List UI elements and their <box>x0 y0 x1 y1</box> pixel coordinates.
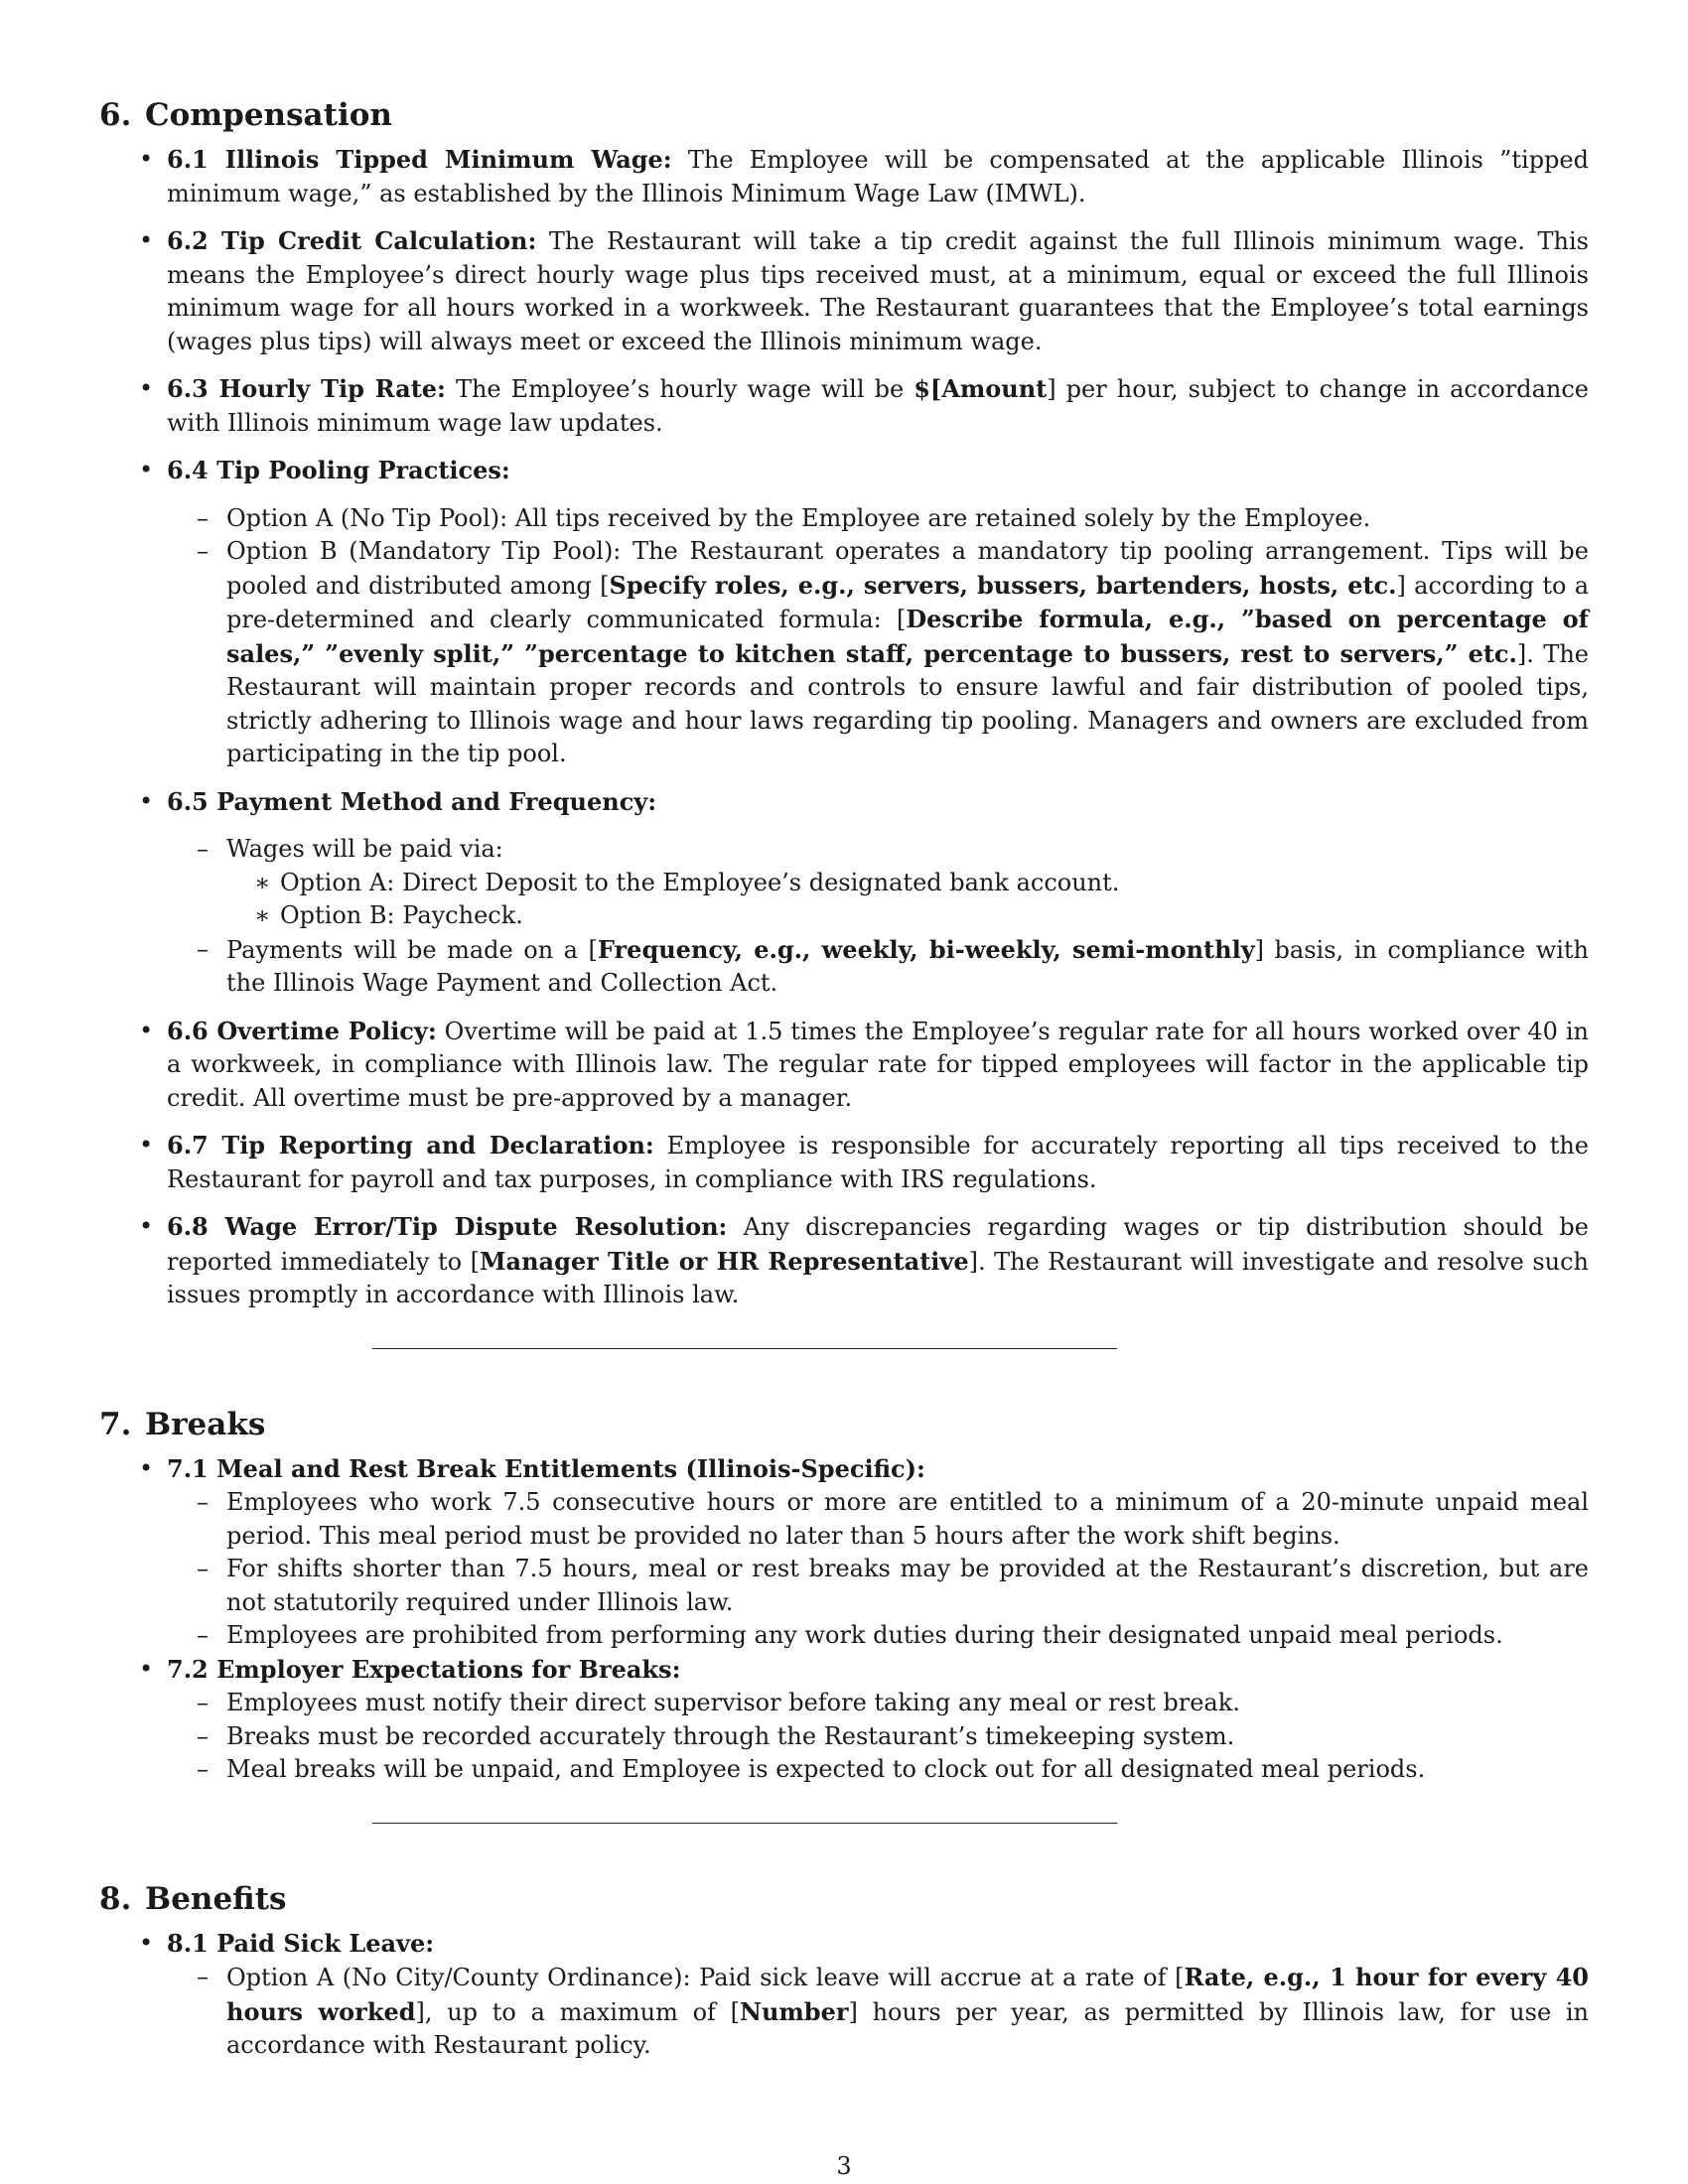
tip-pool-option-b <box>226 535 1589 771</box>
point-text: ] hours per year, as permitted by Illinois law, for use in accordance with Restaurant policy. <box>226 1997 1589 2059</box>
point-text: Wages will be paid via: <box>226 835 503 863</box>
clause-label: 6.8 Wage Error/Tip Dispute Resolution: <box>167 1212 728 1241</box>
paid-via <box>226 833 1589 933</box>
payment-frequency <box>226 933 1589 1001</box>
section-number: 8. <box>99 1880 132 1917</box>
list-item: – Employees must notify their direct supervisor before taking any meal or rest break. <box>226 1687 1589 1720</box>
break-expectation-points <box>167 1687 1589 1787</box>
page-number: 3 <box>836 2152 852 2180</box>
section-title: Compensation <box>145 97 392 133</box>
placeholder-rate: Rate, e.g., 1 hour for every 40 hours worked <box>226 1963 1589 2026</box>
point-text: ] basis, in compliance with the Illinois Wage Payment and Collection Act. <box>226 935 1590 997</box>
placeholder-manager: Manager Title or HR Representative <box>479 1246 969 1276</box>
clause-label: 8.1 Paid Sick Leave: <box>167 1928 435 1958</box>
clause-7-2 <box>167 1653 1589 1787</box>
clause-label: 7.1 Meal and Rest Break Entitlements (Illinois-Specific): <box>167 1453 925 1483</box>
section-number: 6. <box>99 97 132 133</box>
clause-text: Overtime will be paid at 1.5 times the Employee’s regular rate for all hours worked over 40 in a workweek, in compliance with Illinois law. The regular rate for tipped employees will factor in the applicable tip credit. All overtime must be pre-approved by a manager. <box>167 1017 1589 1112</box>
clause-8-1 <box>167 1927 1589 2063</box>
document-page <box>99 95 1589 2063</box>
clause-label: 7.2 Employer Expectations for Breaks: <box>167 1654 681 1684</box>
placeholder-amount: $[Amount <box>914 374 1048 403</box>
section-number: 7. <box>99 1406 132 1442</box>
tip-pool-options <box>167 502 1589 771</box>
clause-label: 6.1 Illinois Tipped Minimum Wage: <box>167 145 672 174</box>
clause-6-6 <box>167 1015 1589 1116</box>
list-item: – Employees who work 7.5 consecutive hours or more are entitled to a minimum of a 20-minute unpaid meal period. This meal period must be provided no later than 5 hours after the work shift begins. <box>226 1486 1589 1553</box>
benefits-list <box>99 1927 1589 2063</box>
clause-label: 6.3 Hourly Tip Rate: <box>167 374 446 403</box>
payment-option-a: ∗ Option A: Direct Deposit to the Employee’s designated bank account. <box>280 867 1589 900</box>
clause-label: 6.7 Tip Reporting and Declaration: <box>167 1131 654 1160</box>
clause-text: The Employee’s hourly wage will be <box>445 375 914 403</box>
clause-6-1 <box>167 143 1589 210</box>
breaks-list <box>99 1452 1589 1787</box>
section-divider <box>372 1823 1117 1824</box>
point-text: Payments will be made on a [ <box>226 935 598 964</box>
placeholder-frequency: Frequency, e.g., weekly, bi-weekly, semi-monthly <box>597 934 1255 964</box>
list-item: – Employees are prohibited from performing any work duties during their designated unpaid meal periods. <box>226 1619 1589 1653</box>
clause-6-8 <box>167 1210 1589 1312</box>
clause-6-4 <box>167 454 1589 771</box>
clause-label: 6.6 Overtime Policy: <box>167 1016 437 1045</box>
clause-text: Employee is responsible for accurately reporting all tips received to the Restaurant for payroll and tax purposes, in compliance with IRS regulations. <box>167 1132 1590 1193</box>
clause-text: Any discrepancies regarding wages or tip distribution should be reported immediately to [ <box>167 1213 1589 1276</box>
section-title: Breaks <box>145 1406 266 1442</box>
clause-text: ]. The Restaurant will investigate and resolve such issues promptly in accordance with Illinois law. <box>167 1247 1589 1308</box>
clause-text: The Restaurant will take a tip credit against the full Illinois minimum wage. This means the Employee’s direct hourly wage plus tips received must, at a minimum, equal or exceed the full Illinois minimum wage for all hours worked in a workweek. The Restaurant guarantees that the Employee’s total earnings (wages plus tips) will always meet or exceed the Illinois minimum wage. <box>167 227 1589 355</box>
clause-7-1 <box>167 1452 1589 1653</box>
clause-6-5 <box>167 785 1589 1001</box>
clause-label: 6.4 Tip Pooling Practices: <box>167 456 510 484</box>
section-divider <box>372 1348 1117 1349</box>
clause-text: ] per hour, subject to change in accordance with Illinois minimum wage law updates. <box>167 375 1590 437</box>
section-heading-breaks <box>99 1405 1589 1444</box>
payment-option-b: ∗ Option B: Paycheck. <box>280 899 1589 933</box>
list-item: – Meal breaks will be unpaid, and Employee is expected to clock out for all designated meal periods. <box>226 1753 1589 1787</box>
sick-leave-option-a <box>226 1961 1589 2063</box>
section-title: Benefits <box>145 1880 287 1917</box>
option-text: ]. The Restaurant will maintain proper records and controls to ensure lawful and fair distribution of pooled tips, strictly adhering to Illinois wage and hour laws regarding tip pooling. Managers and owners are excluded from participating in the tip pool. <box>226 639 1589 767</box>
section-heading-compensation <box>99 95 1589 135</box>
point-text: Option A (No City/County Ordinance): Paid sick leave will accrue at a rate of [ <box>226 1964 1185 1991</box>
clause-6-2 <box>167 224 1589 358</box>
compensation-list <box>99 143 1589 1312</box>
option-text: ] according to a pre-determined and clearly communicated formula: [ <box>226 571 1590 633</box>
meal-rest-points <box>167 1486 1589 1653</box>
clause-label: 6.2 Tip Credit Calculation: <box>167 226 537 255</box>
clause-label: 6.5 Payment Method and Frequency: <box>167 786 657 816</box>
payment-points <box>167 833 1589 1001</box>
option-text: Option B (Mandatory Tip Pool): The Restaurant operates a mandatory tip pooling arrangement. Tips will be pooled and distributed among [ <box>226 537 1589 600</box>
placeholder-roles: Specify roles, e.g., servers, bussers, bartenders, hosts, etc. <box>609 570 1397 600</box>
section-heading-benefits <box>99 1879 1589 1919</box>
list-item: – Breaks must be recorded accurately through the Restaurant’s timekeeping system. <box>226 1720 1589 1754</box>
list-item: – For shifts shorter than 7.5 hours, meal or rest breaks may be provided at the Restaurant’s discretion, but are not statutorily required under Illinois law. <box>226 1553 1589 1619</box>
placeholder-number: Number <box>740 1996 849 2026</box>
clause-6-3 <box>167 372 1589 440</box>
sick-leave-points <box>167 1961 1589 2063</box>
payment-options <box>226 867 1589 933</box>
clause-6-7 <box>167 1129 1589 1196</box>
placeholder-formula: Describe formula, e.g., ”based on percentage of sales,” ”evenly split,” ”percentage to kitchen staff, percentage to bussers, rest to servers,” etc. <box>226 605 1589 668</box>
point-text: ], up to a maximum of [ <box>415 1997 740 2026</box>
tip-pool-option-a: – Option A (No Tip Pool): All tips received by the Employee are retained solely by the Employee. <box>226 502 1589 536</box>
clause-text: The Employee will be compensated at the applicable Illinois ”tipped minimum wage,” as established by the Illinois Minimum Wage Law (IMWL). <box>167 146 1589 207</box>
